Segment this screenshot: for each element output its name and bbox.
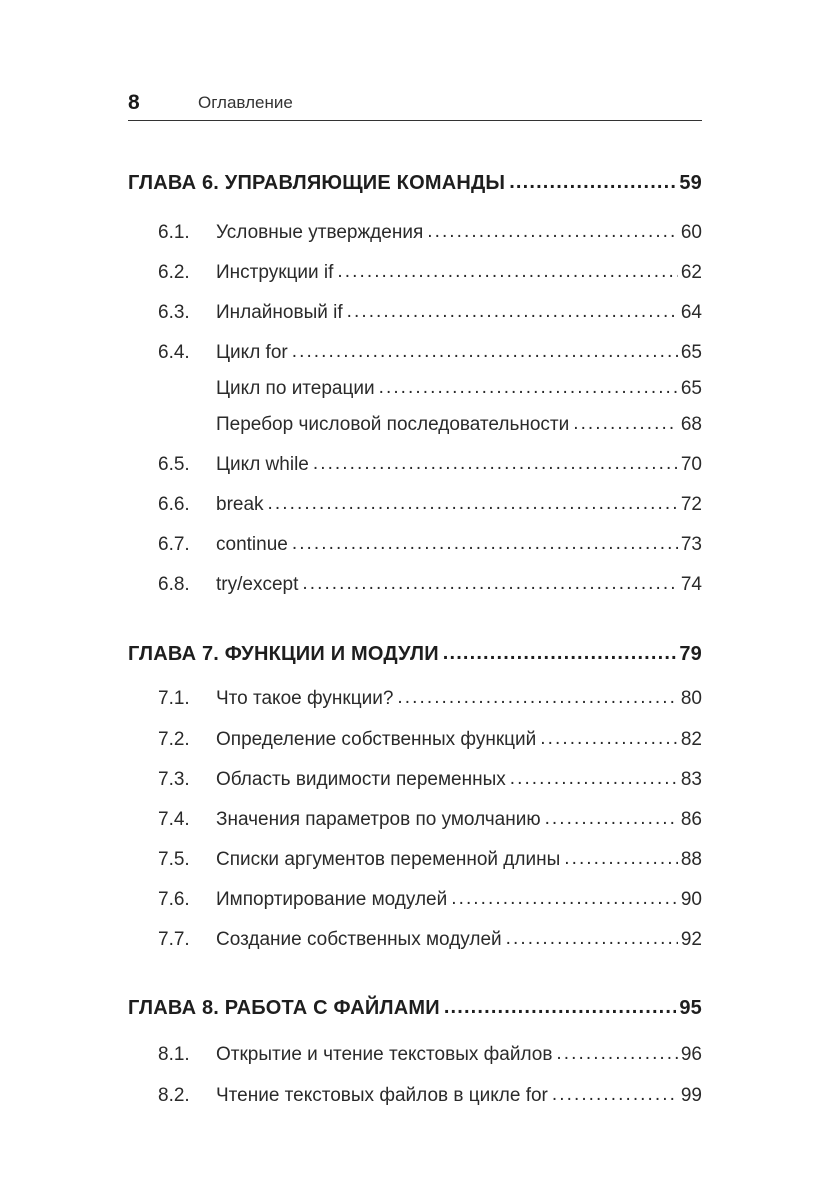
toc-entry[interactable]: [128, 494, 702, 516]
section-page: 60: [680, 222, 702, 243]
chapter-title: ГЛАВА 7. ФУНКЦИИ И МОДУЛИ: [128, 643, 439, 665]
chapter-page: 59: [679, 172, 702, 194]
chapter-6-entry[interactable]: [128, 172, 702, 195]
dot-leader: [510, 768, 678, 790]
section-title: Импортирование модулей: [216, 889, 448, 910]
section-title: break: [216, 494, 264, 515]
toc-entry[interactable]: [128, 769, 702, 791]
toc-entry[interactable]: [128, 688, 702, 710]
section-page: 73: [680, 534, 702, 555]
toc-entry[interactable]: [128, 342, 702, 364]
section-page: 62: [680, 262, 702, 283]
section-page: 68: [680, 414, 702, 435]
section-page: 72: [680, 494, 702, 515]
section-page: 80: [680, 688, 702, 709]
section-page: 99: [680, 1085, 702, 1106]
section-page: 70: [680, 454, 702, 475]
section-title: Чтение текстовых файлов в цикле for: [216, 1085, 548, 1106]
toc-entry[interactable]: [128, 729, 702, 751]
section-page: 96: [680, 1044, 702, 1065]
section-number: 8.2.: [158, 1085, 190, 1106]
section-page: 65: [680, 378, 702, 399]
section-page: 90: [680, 889, 702, 910]
section-number: 7.5.: [158, 849, 190, 870]
dot-leader: [337, 261, 677, 283]
dot-leader: [556, 1043, 677, 1065]
toc-subentry[interactable]: [128, 378, 702, 400]
section-number: 6.2.: [158, 262, 190, 283]
dot-leader: [506, 928, 678, 950]
dot-leader: [302, 573, 677, 595]
section-page: 82: [680, 729, 702, 750]
dot-leader: [451, 888, 678, 910]
toc-entry[interactable]: [128, 534, 702, 556]
section-title: Определение собственных функций: [216, 729, 537, 750]
chapter-title: ГЛАВА 8. РАБОТА С ФАЙЛАМИ: [128, 997, 440, 1019]
section-title: Списки аргументов переменной длины: [216, 849, 561, 870]
toc-entry[interactable]: [128, 889, 702, 911]
toc-entry[interactable]: [128, 302, 702, 324]
dot-leader: [268, 493, 678, 515]
section-title: Область видимости переменных: [216, 769, 506, 790]
dot-leader: [540, 728, 678, 750]
section-number: 7.7.: [158, 929, 190, 950]
section-title: continue: [216, 534, 288, 555]
chapter-7-entry[interactable]: [128, 643, 702, 666]
section-title: Значения параметров по умолчанию: [216, 809, 541, 830]
dot-leader: [379, 377, 678, 399]
section-title: Открытие и чтение текстовых файлов: [216, 1044, 553, 1065]
dot-leader: [397, 687, 677, 709]
toc-entry[interactable]: [128, 574, 702, 596]
section-number: 6.3.: [158, 302, 190, 323]
running-header: [128, 88, 702, 121]
section-number: 7.4.: [158, 809, 190, 830]
dot-leader: [444, 996, 677, 1019]
section-title: Инструкции if: [216, 262, 334, 283]
section-title: Перебор числовой последовательности: [216, 414, 570, 435]
section-page: 86: [680, 809, 702, 830]
toc-entry[interactable]: [128, 929, 702, 951]
section-title: try/except: [216, 574, 299, 595]
dot-leader: [292, 533, 678, 555]
section-number: 6.8.: [158, 574, 190, 595]
section-number: 6.6.: [158, 494, 190, 515]
section-number: 6.1.: [158, 222, 190, 243]
section-number: 6.5.: [158, 454, 190, 475]
section-page: 92: [680, 929, 702, 950]
section-page: 83: [680, 769, 702, 790]
toc-subentry[interactable]: [128, 414, 702, 436]
section-title: Цикл по итерации: [216, 378, 375, 399]
section-title: Создание собственных модулей: [216, 929, 502, 950]
chapter-page: 79: [679, 643, 702, 665]
section-page: 64: [680, 302, 702, 323]
dot-leader: [313, 453, 678, 475]
dot-leader: [509, 171, 676, 194]
dot-leader: [427, 221, 678, 243]
section-number: 7.3.: [158, 769, 190, 790]
toc-entry[interactable]: [128, 262, 702, 284]
section-page: 65: [680, 342, 702, 363]
dot-leader: [573, 413, 678, 435]
chapter-page: 95: [679, 997, 702, 1019]
section-number: 7.1.: [158, 688, 190, 709]
dot-leader: [564, 848, 678, 870]
section-number: 7.2.: [158, 729, 190, 750]
section-page: 88: [680, 849, 702, 870]
dot-leader: [443, 642, 677, 665]
toc-entry[interactable]: [128, 809, 702, 831]
dot-leader: [347, 301, 678, 323]
section-number: 7.6.: [158, 889, 190, 910]
toc-entry[interactable]: [128, 849, 702, 871]
toc-entry[interactable]: [128, 222, 702, 244]
section-number: 6.4.: [158, 342, 190, 363]
dot-leader: [552, 1084, 678, 1106]
chapter-title: ГЛАВА 6. УПРАВЛЯЮЩИЕ КОМАНДЫ: [128, 172, 506, 194]
section-number: 8.1.: [158, 1044, 190, 1065]
dot-leader: [545, 808, 678, 830]
section-title: Цикл for: [216, 342, 288, 363]
toc-entry[interactable]: [128, 454, 702, 476]
section-page: 74: [680, 574, 702, 595]
page-number: 8: [128, 91, 140, 114]
section-title: Цикл while: [216, 454, 309, 475]
chapter-8-entry[interactable]: [128, 997, 702, 1020]
section-title: Что такое функции?: [216, 688, 394, 709]
section-number: 6.7.: [158, 534, 190, 555]
running-title: Оглавление: [198, 93, 293, 112]
dot-leader: [292, 341, 678, 363]
section-title: Условные утверждения: [216, 222, 424, 243]
toc-entry[interactable]: [128, 1085, 702, 1107]
toc-entry[interactable]: [128, 1044, 702, 1066]
section-title: Инлайновый if: [216, 302, 343, 323]
